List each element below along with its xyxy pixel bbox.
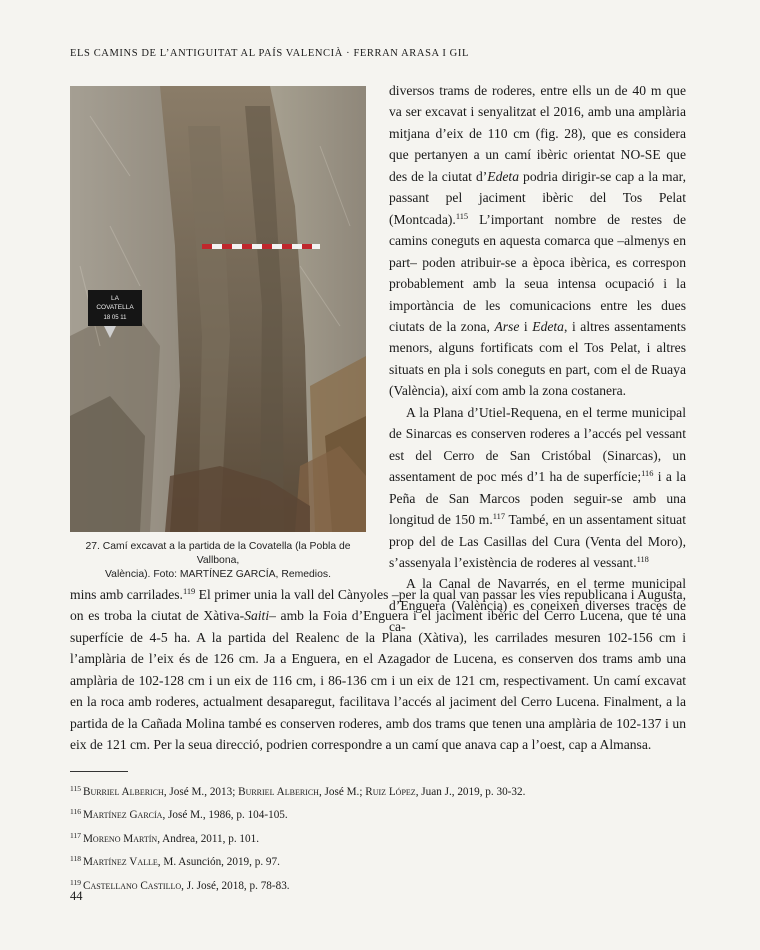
figure-caption <box>70 540 366 582</box>
footnote-author: Moreno Martín <box>82 832 158 845</box>
footnote-text: , M. Asunción, 2019, p. 97. <box>157 856 280 869</box>
footnote-author: Burriel Alberich <box>238 786 319 798</box>
footnote-number: 119 <box>70 877 81 887</box>
paragraph <box>389 80 686 402</box>
footnote-ref[interactable]: 119 <box>182 587 196 596</box>
caption-line: València). Foto: MARTÍNEZ GARCÍA, Remedios. <box>105 569 331 580</box>
paragraph <box>389 402 686 574</box>
footnote-number: 118 <box>70 854 81 864</box>
text-run: podria dirigir-se cap a la mar, passant pel jaciment ibèric del Tos Pelat (Montcada). <box>389 168 687 227</box>
footnote <box>70 802 686 825</box>
figure-photo <box>70 86 366 532</box>
right-column-text <box>389 80 686 638</box>
footnote-ref[interactable]: 115 <box>455 211 469 221</box>
footnote-number: 117 <box>70 830 81 840</box>
footnote-ref[interactable]: 117 <box>492 512 506 522</box>
footnote-author: Burriel Alberich <box>82 786 164 798</box>
italic-term: Arse <box>494 318 520 334</box>
footnote-author: Castellano Castillo <box>82 879 182 892</box>
footnote-text: , J. José, 2018, p. 78-83. <box>181 879 290 892</box>
sign-line-2: COVATELLA <box>96 304 134 311</box>
footnote-author: Ruiz López <box>365 786 416 798</box>
paragraph <box>70 584 686 756</box>
footnote-author: Martínez García <box>82 809 163 822</box>
full-width-text <box>70 584 686 756</box>
footnote <box>70 826 686 849</box>
text-run: L’important nombre de restes de camins coneguts en aquesta comarca que –almenys en part– poden atribuir-se a època ibèrica, es correspon probablement amb la seua intensa ocupació i la importància de les comunicacions entre les dues ciutats de la zona, <box>389 211 686 334</box>
text-run: – amb la Foia d’Enguera i el jaciment ibèric del Cerro Lucena, que té una superfície de 4-5 ha. A la partida del Realenc de la Plana (Xàtiva), les carrilades mesuren 102-156 cm i l’amplària de l’eix és de 126 cm. Ja a Enguera, en el Azagador de Lucena, es conserven dos trams amb una amplària de 102-128 cm i un eix de 116 cm, i 86-136 cm i un eix de 121 cm, respectivament. Un camí excavat en la roca amb roderes, actualment desaparegut, facilitava l’accés al jaciment del Cerro Lucena. Finalment, a la partida de la Cañada Molina també es conserven roderes, amb dos trams que tenen una amplària de 102-137 i un eix de 121 cm. Per la seua direcció, podrien correspondre a un camí que anava cap a l’oest, cap a Almansa. <box>70 608 686 753</box>
text-run: mins amb carrilades. <box>70 587 183 602</box>
footnote-text: , José M.; <box>318 786 366 798</box>
text-run: diversos trams de roderes, entre ells un de 40 m que va ser excavat i senyalitzat el 2016, amb una amplària mitjana d’eix de 110 cm (fig. 28), que es considera que pertanyen a un camí ibèric orientat NO-SE que des de la ciutat d’ <box>389 83 686 184</box>
sign-line-3: 18 05 11 <box>103 315 127 321</box>
footnote-number: 115 <box>70 784 81 793</box>
footnote-author: Martínez Valle <box>82 856 158 869</box>
footnote <box>70 873 686 896</box>
text-run: i a la Peña de San Marcos poden seguir-se amb una longitud de 150 m. <box>389 469 686 528</box>
text-run: , i altres assentaments menors, alguns fortificats com el Tos Pelat, i altres situats en pla i sols coneguts en part, com el de Ruaya (València), així com amb la zona costanera. <box>389 318 687 399</box>
italic-term: Edeta <box>532 318 564 334</box>
italic-term: Edeta <box>487 168 520 184</box>
sign-line-1: LA <box>111 295 119 302</box>
footnote-rule <box>70 771 128 772</box>
footnote-text: , José M., 1986, p. 104-105. <box>162 809 288 822</box>
italic-term: Saiti <box>244 608 270 624</box>
text-run: També, en un assentament situat prop del de Las Casillas del Cura (Venta del Moro), s’assenyala l’existència de roderes al vessant. <box>389 512 686 570</box>
footnote-text: , José M., 2013; <box>163 786 239 798</box>
footnotes <box>70 779 686 896</box>
footnote-number: 116 <box>70 807 81 817</box>
text-run: i <box>519 318 533 334</box>
running-head: ELS CAMINS DE L’ANTIGUITAT AL PAÍS VALENCIÀ · FERRAN ARASA I GIL <box>70 48 469 59</box>
footnote-ref[interactable]: 118 <box>636 554 649 564</box>
footnote-text: , Juan J., 2019, p. 30-32. <box>415 786 526 798</box>
footnote-ref[interactable]: 116 <box>641 469 654 479</box>
footnote-text: , Andrea, 2011, p. 101. <box>157 832 260 845</box>
text-run: A la Plana d’Utiel-Requena, en el terme municipal de Sinarcas es conserven roderes a l’accés pel vessant est del Cerro de San Cristóbal (Sinarcas), un assentament de poc més d’1 ha de superfície; <box>389 404 686 485</box>
footnote <box>70 779 686 802</box>
text-run: El primer unia la vall del Cànyoles –per la qual van passar les vies republicana i Augusta, on es troba la ciutat de Xàtiva- <box>70 587 686 624</box>
caption-line: 27. Camí excavat a la partida de la Covatella (la Pobla de Vallbona, <box>85 541 351 566</box>
footnote <box>70 849 686 872</box>
page-number: 44 <box>70 889 83 903</box>
text-run: A la Canal de Navarrés, en el terme municipal d’Enguera (València) es coneixen diverses traces de ca- <box>389 576 686 635</box>
